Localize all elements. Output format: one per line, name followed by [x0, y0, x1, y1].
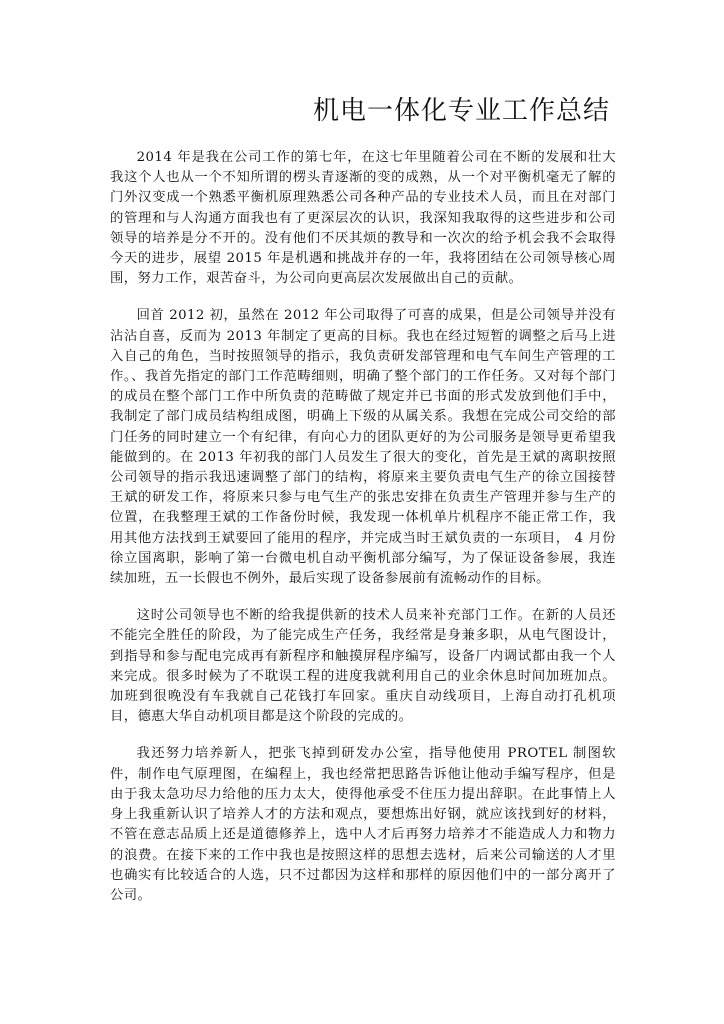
document-body [110, 148, 616, 923]
paragraph: 这时公司领导也不断的给我提供新的技术人员来补充部门工作。在新的人员还不能完全胜任的阶段，为了能完成生产任务，我经常是身兼多职，从电气图设计，到指导和参与配电完成再有新程序和触摸屏程序编写，设备厂内调试都由我一个人来完成。很多时候为了不耽误工程的进度我就利用自己的业余休息时间加班加点。加班到很晚没有车我就自己花钱打车回家。重庆自动线项目，上海自动打孔机项目，德惠大华自动机项目都是这个阶段的完成的。 [110, 608, 616, 725]
paragraph: 我还努力培养新人，把张飞掉到研发办公室，指导他使用 PROTEL 制图软件，制作电气原理图，在编程上，我也经常把思路告诉他让他动手编写程序，但是由于我太急功尽力给他的压力太大，使得他承受不住压力提出辞职。在此事情上人身上我重新认识了培养人才的方法和观点，要想炼出好钢，就应该找到好的材料，不管在意志品质上还是道德修养上，选中人才后再努力培养才不能造成人力和物力的浪费。在接下来的工作中我也是按照这样的思想去选材，后来公司输送的人才里也确实有比较适合的人选，只不过都因为这样和那样的原因他们中的一部分离开了公司。 [110, 746, 616, 903]
paragraph: 2014 年是我在公司工作的第七年，在这七年里随着公司在不断的发展和壮大我这个人也从一个不知所谓的楞头青逐渐的变的成熟，从一个对平衡机毫无了解的门外汉变成一个熟悉平衡机原理熟悉公司各种产品的专业技术人员，而且在对部门的管理和与人沟通方面我也有了更深层次的认识，我深知我取得的这些进步和公司领导的培养是分不开的。没有他们不厌其烦的教导和一次次的给予机会我不会取得今天的进步，展望 2015 年是机遇和挑战并存的一年，我将团结在公司领导核心周围，努力工作，艰苦奋斗，为公司向更高层次发展做出自己的贡献。 [110, 150, 616, 287]
document-title: 机电一体化专业工作总结 [312, 96, 610, 126]
paragraph: 回首 2012 初，虽然在 2012 年公司取得了可喜的成果，但是公司领导并没有沾沾自喜，反而为 2013 年制定了更高的目标。我也在经过短暂的调整之后马上进入自己的角色，当时按照领导的指示，我负责研发部管理和电气车间生产管理的工作。、我首先指定的部门工作范畴细则，明确了整个部门的工作任务。又对每个部门的成员在整个部门工作中所负责的范畴做了规定并已书面的形式发放到他们手中，我制定了部门成员结构组成图，明确上下级的从属关系。我想在完成公司交给的部门任务的同时建立一个有纪律，有向心力的团队更好的为公司服务是领导更希望我能做到的。在 2013 年初我的部门人员发生了很大的变化，首先是王斌的离职按照公司领导的指示我迅速调整了部门的结构，将原来主要负责电气生产的徐立国接替王斌的研发工作，将原来只参与电气生产的张忠安排在负责生产管理并参与生产的位置，在我整理王斌的工作备份时候，我发现一体机单片机程序不能正常工作，我用其他方法找到王斌要回了能用的程序，并完成当时王斌负责的一东项目， 4 月份徐立国离职，影响了第一台微电机自动平衡机部分编写，为了保证设备参展，我连续加班，五一长假也不例外，最后实现了设备参展前有流畅动作的目标。 [110, 308, 616, 587]
